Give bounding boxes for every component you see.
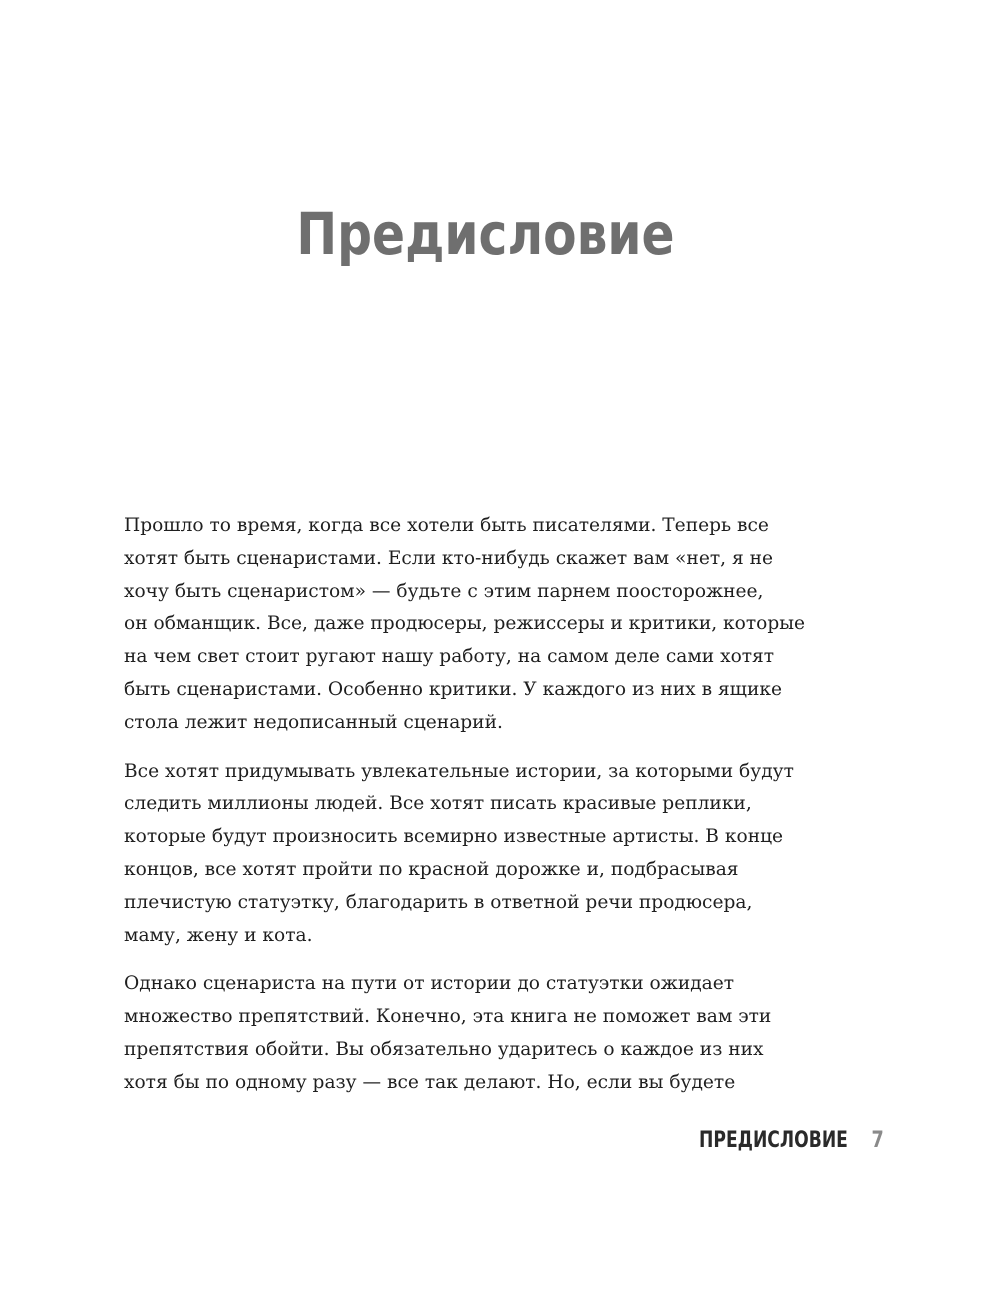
text-line: хотят быть сценаристами. Если кто-нибудь скажет вам «нет, я не	[124, 547, 773, 569]
body-text	[124, 510, 864, 1116]
text-line: стола лежит недописанный сценарий.	[124, 711, 503, 733]
text-line: Все хотят придумывать увлекательные истории, за которыми будут	[124, 760, 794, 782]
paragraph-2	[124, 756, 864, 953]
paragraph-3	[124, 968, 864, 1099]
text-line: он обманщик. Все, даже продюсеры, режиссеры и критики, которые	[124, 613, 806, 635]
page-number: 7	[871, 1128, 884, 1153]
running-title: ПРЕДИСЛОВИЕ	[698, 1128, 848, 1153]
text-line: множество препятствий. Конечно, эта книга не поможет вам эти	[124, 1006, 772, 1028]
text-line: хочу быть сценаристом» — будьте с этим парнем поосторожнее,	[124, 580, 764, 602]
text-line: следить миллионы людей. Все хотят писать красивые реплики,	[124, 793, 752, 815]
paragraph-1	[124, 510, 864, 740]
text-line: препятствия обойти. Вы обязательно ударитесь о каждое из них	[124, 1038, 764, 1060]
text-line: Однако сценариста на пути от истории до статуэтки ожидает	[124, 973, 735, 995]
text-line: концов, все хотят пройти по красной дорожке и, подбрасывая	[124, 858, 739, 880]
text-line: быть сценаристами. Особенно критики. У каждого из них в ящике	[124, 678, 782, 700]
text-line: хотя бы по одному разу — все так делают. Но, если вы будете	[124, 1071, 736, 1093]
running-footer	[657, 1128, 885, 1153]
chapter-title: Предисловие	[296, 200, 675, 268]
text-line: которые будут произносить всемирно известные артисты. В конце	[124, 826, 784, 848]
text-line: Прошло то время, когда все хотели быть писателями. Теперь все	[124, 515, 769, 536]
text-line: плечистую статуэтку, благодарить в ответной речи продюсера,	[124, 891, 753, 913]
text-line: маму, жену и кота.	[124, 924, 313, 946]
text-line: на чем свет стоит ругают нашу работу, на самом деле сами хотят	[124, 646, 775, 668]
